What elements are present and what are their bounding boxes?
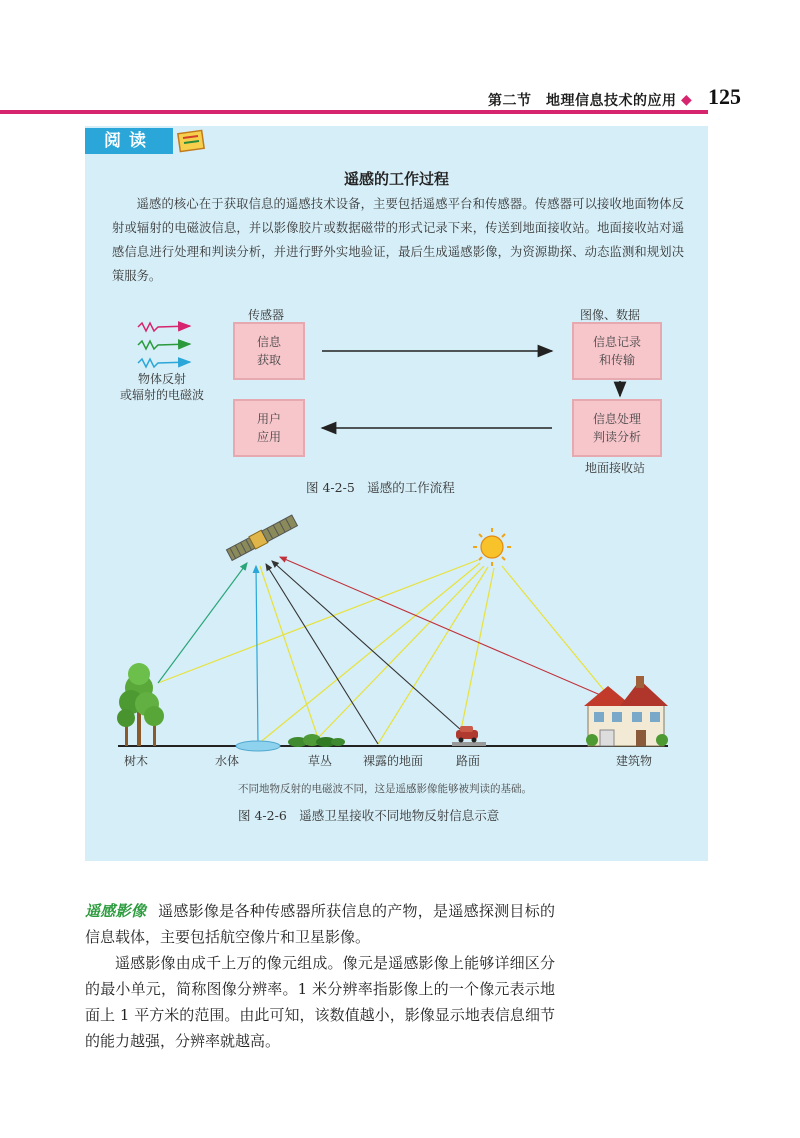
box-process-label: 信息处理 判读分析 (592, 412, 641, 444)
label-bare-ground: 裸露的地面 (363, 754, 424, 768)
flowchart-caption: 图 4-2-5 遥感的工作流程 (306, 480, 455, 495)
wave-arrows (138, 323, 190, 367)
box-user-label: 用户 应用 (256, 412, 281, 444)
diagram-caption: 图 4-2-6 遥感卫星接收不同地物反射信息示意 (238, 808, 500, 823)
water-icon (236, 741, 280, 751)
sun-icon (473, 528, 511, 566)
label-tree: 树木 (124, 754, 149, 768)
label-grass: 草丛 (308, 754, 333, 768)
satellite-icon (226, 514, 298, 561)
tree-icon (117, 663, 164, 746)
diagram-note: 不同地物反射的电磁波不同，这是遥感影像能够被判读的基础。 (238, 783, 532, 795)
reading-title: 遥感的工作过程 (343, 170, 449, 188)
label-water: 水体 (215, 754, 240, 768)
building-icon (584, 676, 668, 746)
label-road: 路面 (456, 754, 481, 768)
reading-tab: 阅读 (85, 128, 173, 154)
diamond-icon: ◆ (681, 92, 692, 108)
box-acquire-label: 信息 获取 (256, 335, 281, 367)
waves-label: 物体反射 或辐射的电磁波 (119, 372, 204, 402)
sensor-label: 传感器 (248, 308, 285, 322)
body-paragraph-1: 遥感影像 遥感影像是各种传感器所获信息的产物，是遥感探测目标的信息载体，主要包括航空像片和卫星影像。 (85, 902, 555, 946)
station-label: 地面接收站 (585, 461, 646, 475)
grass-icon (288, 734, 345, 747)
image-data-label: 图像、数据 (580, 308, 641, 322)
reading-paragraph: 遥感的核心在于获取信息的遥感技术设备，主要包括遥感平台和传感器。传感器可以接收地面物体反射或辐射的电磁波信息，并以影像胶片或数据磁带的形式记录下来，传送到地面接收站。地面接收站对遥感信息进行处理和判读分析，并进行野外实地验证，最后生成遥感影像，为资源勘探、动态监测和规划决策服务。 (112, 197, 684, 283)
body-paragraph-2: 遥感影像由成千上万的像元组成。像元是遥感影像上能够详细区分的最小单元，简称图像分辨率。1 米分辨率指影像上的一个像元表示地面上 1 平方米的范围。由此可知，该数值越小，影像显示地表信息细节的能力越强，分辨率就越高。 (85, 954, 555, 1050)
page-number: 125 (708, 84, 741, 109)
section-title: 第二节 地理信息技术的应用 (488, 93, 677, 109)
box-record-label: 信息记录 和传输 (592, 335, 641, 367)
term-remote-image: 遥感影像 (85, 902, 147, 920)
car-icon (452, 726, 486, 746)
label-building: 建筑物 (616, 754, 653, 768)
